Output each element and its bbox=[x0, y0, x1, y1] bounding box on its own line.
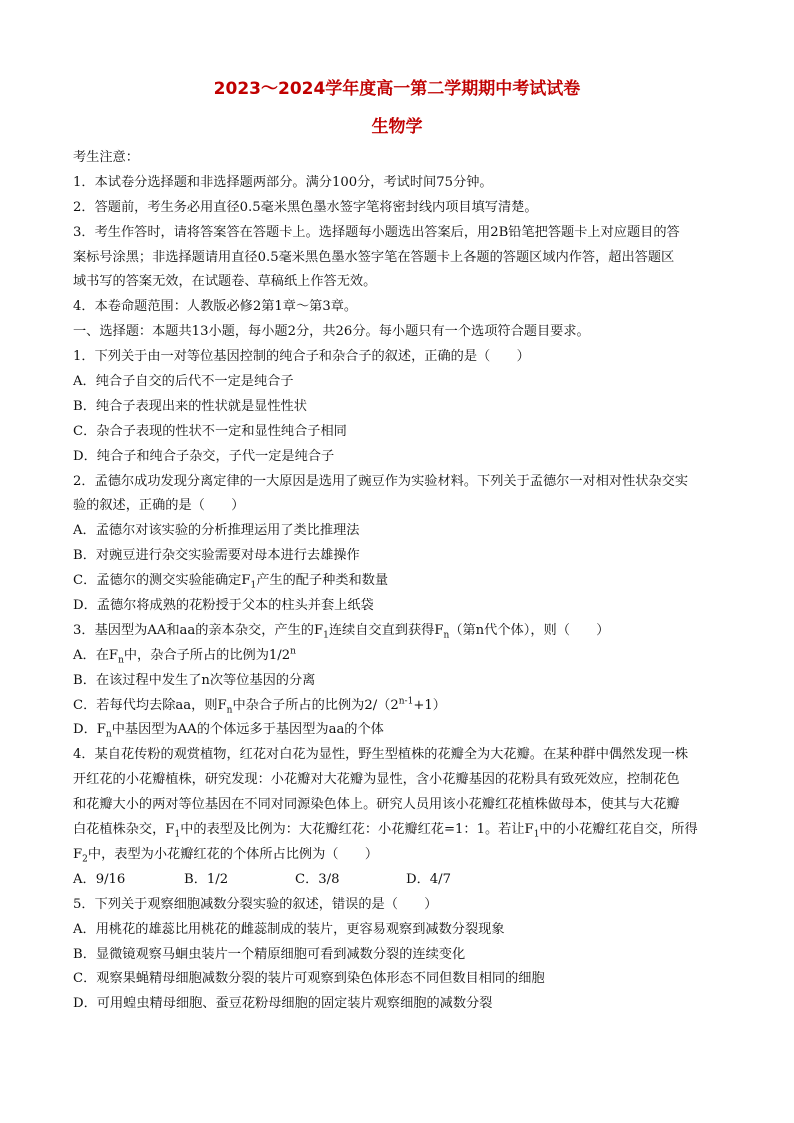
q4-option-b: B．1/2 bbox=[184, 871, 229, 887]
q5-option-c: C．观察果蝇精母细胞减数分裂的装片可观察到染色体形态不同但数目相同的细胞 bbox=[73, 971, 545, 987]
q4-stem-line-1: 4．某自花传粉的观赏植物，红花对白花为显性，野生型植株的花瓣全为大花瓣。在某种群中偶然发现一株 bbox=[73, 747, 689, 763]
q5-option-b: B．显微镜观察马蛔虫装片一个精原细胞可看到减数分裂的连续变化 bbox=[73, 946, 466, 962]
q4-stem-line-5: $F_2$中，表型为小花瓣红花的个体所占比例为（ ） bbox=[73, 846, 379, 865]
q1-stem: 1．下列关于由一对等位基因控制的纯合子和杂合子的叙述，正确的是（ ） bbox=[73, 349, 530, 365]
q4-stem-line-2: 开红花的小花瓣植株，研究发现：小花瓣对大花瓣为显性，含小花瓣基因的花粉具有致死效应，控制花色 bbox=[73, 772, 680, 788]
notice-item-1: 1．本试卷分选择题和非选择题两部分。满分100分，考试时间75分钟。 bbox=[73, 174, 493, 190]
notice-item-3-line-2: 案标号涂黑；非选择题请用直径0.5毫米黑色墨水签字笔在答题卡上各题的答题区域内作答，超出答题区 bbox=[73, 249, 675, 265]
q4-options bbox=[73, 868, 725, 893]
notice-item-4: 4．本卷命题范围：人教版必修2第1章～第3章。 bbox=[73, 299, 358, 315]
notice-item-3-line-3: 域书写的答案无效，在试题卷、草稿纸上作答无效。 bbox=[73, 274, 377, 290]
q3-option-d: D．$F_n$中基因型为AA的个体远多于基因型为aa的个体 bbox=[73, 722, 384, 741]
q3-option-b: B．在该过程中发生了n次等位基因的分离 bbox=[73, 672, 316, 688]
q3-option-c: C．若每代均去除aa，则$F_n$中杂合子所占的比例为$2/(2^{n-1}+1)$ bbox=[73, 696, 446, 716]
q1-option-d: D．纯合子和纯合子杂交，子代一定是纯合子 bbox=[73, 448, 335, 464]
notice-item-2: 2．答题前，考生务必用直径0.5毫米黑色墨水签字笔将密封线内项目填写清楚。 bbox=[73, 199, 538, 215]
exam-title: 2023～2024学年度高一第二学期期中考试试卷 bbox=[213, 79, 581, 99]
exam-subject: 生物学 bbox=[371, 117, 423, 137]
q5-option-a: A．用桃花的雄蕊比用桃花的雌蕊制成的装片，更容易观察到减数分裂现象 bbox=[73, 921, 505, 937]
q1-option-b: B．纯合子表现出来的性状就是显性性状 bbox=[73, 398, 307, 414]
notice-item-3-line-1: 3．考生作答时，请将答案答在答题卡上。选择题每小题选出答案后，用2B铅笔把答题卡上对应题目的答 bbox=[73, 224, 680, 240]
q4-option-c: C．3/8 bbox=[295, 871, 340, 887]
q2-option-b: B．对豌豆进行杂交实验需要对母本进行去雄操作 bbox=[73, 548, 360, 564]
q2-option-d: D．孟德尔将成熟的花粉授于父本的柱头并套上纸袋 bbox=[73, 598, 374, 614]
q1-option-a: A．纯合子自交的后代不一定是纯合子 bbox=[73, 374, 294, 390]
q4-option-a: A．9/16 bbox=[73, 871, 126, 887]
q4-stem-line-4: 白花植株杂交，$F_1$中的表型及比例为：大花瓣红花：小花瓣红花=1：1。若让$F_1$中的小花瓣红花自交，所得 bbox=[73, 822, 698, 840]
q2-stem-line-2: 验的叙述，正确的是（ ） bbox=[73, 498, 245, 514]
section-heading: 一、选择题：本题共13小题，每小题2分，共26分。每小题只有一个选项符合题目要求。 bbox=[73, 324, 590, 340]
q3-stem: 3．基因型为AA和aa的亲本杂交，产生的$F_1$连续自交直到获得$F_n$（第n代个体），则（ ） bbox=[73, 622, 610, 641]
notice-heading: 考生注意： bbox=[73, 150, 139, 165]
q1-option-c: C．杂合子表现的性状不一定和显性纯合子相同 bbox=[73, 423, 347, 439]
q2-stem-line-1: 2．孟德尔成功发现分离定律的一大原因是选用了豌豆作为实验材料。下列关于孟德尔一对相对性状杂交实 bbox=[73, 473, 689, 489]
q2-option-c: C．孟德尔的测交实验能确定$F_1$产生的配子种类和数量 bbox=[73, 573, 389, 591]
q3-option-a: A．在$F_n$中，杂合子所占的比例为1/2$^n$ bbox=[73, 646, 296, 666]
q5-option-d: D．可用蝗虫精母细胞、蚕豆花粉母细胞的固定装片观察细胞的减数分裂 bbox=[73, 996, 493, 1012]
q4-option-d: D．4/7 bbox=[406, 871, 451, 887]
q5-stem: 5．下列关于观察细胞减数分裂实验的叙述，错误的是（ ） bbox=[73, 896, 438, 912]
exam-body bbox=[73, 146, 725, 1017]
q4-stem-line-3: 和花瓣大小的两对等位基因在不同对同源染色体上。研究人员用该小花瓣红花植株做母本，使其与大花瓣 bbox=[73, 797, 680, 813]
q2-option-a: A．孟德尔对该实验的分析推理运用了类比推理法 bbox=[73, 523, 360, 539]
